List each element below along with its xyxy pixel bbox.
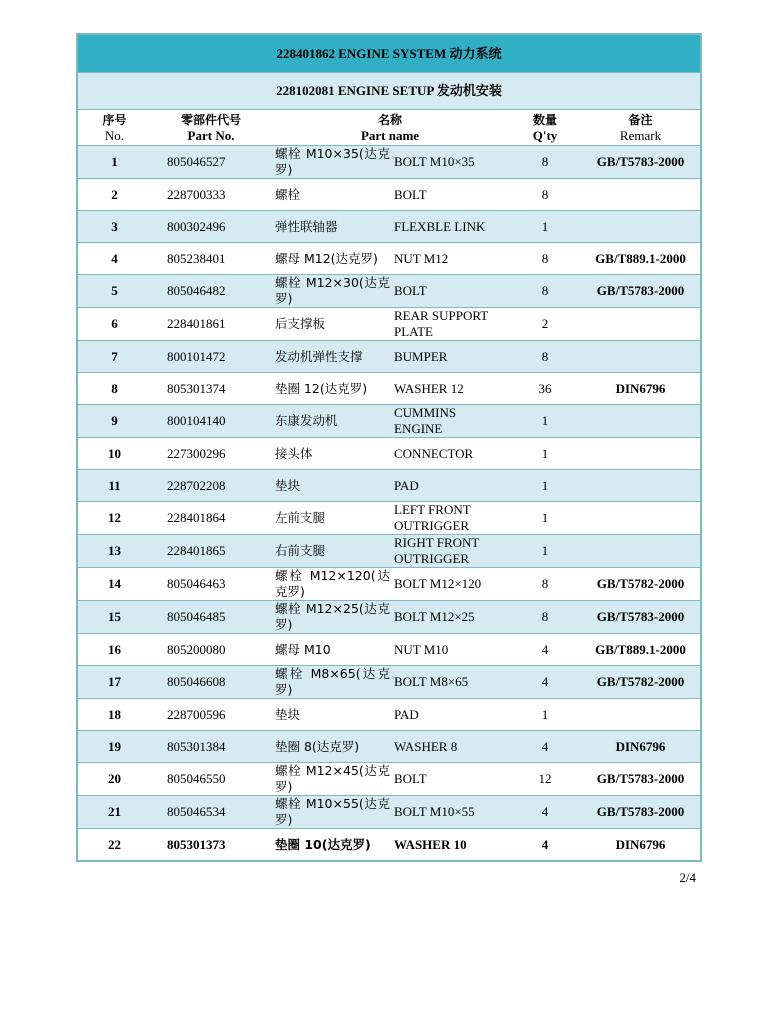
row-remark xyxy=(581,179,701,211)
row-name-en: BOLT xyxy=(392,275,509,308)
row-name-cn: 东康发动机 xyxy=(271,405,392,438)
row-qty: 8 xyxy=(509,243,581,275)
row-part-no: 227300296 xyxy=(151,438,271,470)
row-no: 8 xyxy=(77,373,151,405)
row-part-no: 805238401 xyxy=(151,243,271,275)
row-no: 9 xyxy=(77,405,151,438)
row-remark: GB/T5783-2000 xyxy=(581,146,701,179)
row-name-en: WASHER 8 xyxy=(392,731,509,763)
row-name-cn: 螺栓 M8×65(达克罗) xyxy=(271,666,392,699)
row-name-cn: 垫圈 10(达克罗) xyxy=(271,829,392,862)
row-qty: 4 xyxy=(509,796,581,829)
row-no: 19 xyxy=(77,731,151,763)
row-name-cn: 螺栓 M12×45(达克罗) xyxy=(271,763,392,796)
table-row xyxy=(77,308,701,341)
row-part-no: 228401864 xyxy=(151,502,271,535)
row-no: 13 xyxy=(77,535,151,568)
row-remark xyxy=(581,699,701,731)
row-name-cn: 后支撑板 xyxy=(271,308,392,341)
row-qty: 8 xyxy=(509,146,581,179)
row-no: 5 xyxy=(77,275,151,308)
row-remark: GB/T5782-2000 xyxy=(581,568,701,601)
header-qty-en: Q'ty xyxy=(532,127,558,143)
row-remark: GB/T5783-2000 xyxy=(581,601,701,634)
table-row xyxy=(77,535,701,568)
row-name-en: BOLT M12×120 xyxy=(392,568,509,601)
row-no: 17 xyxy=(77,666,151,699)
table-row xyxy=(77,731,701,763)
row-part-no: 800302496 xyxy=(151,211,271,243)
row-no: 21 xyxy=(77,796,151,829)
row-part-no: 805046485 xyxy=(151,601,271,634)
row-name-cn: 垫圈 8(达克罗) xyxy=(271,731,392,763)
row-no: 16 xyxy=(77,634,151,666)
row-name-en: LEFT FRONT OUTRIGGER xyxy=(392,502,509,535)
row-part-no: 228702208 xyxy=(151,470,271,502)
table-row xyxy=(77,634,701,666)
row-name-en: BOLT xyxy=(392,763,509,796)
row-part-no: 805200080 xyxy=(151,634,271,666)
row-part-no: 228700596 xyxy=(151,699,271,731)
row-qty: 1 xyxy=(509,405,581,438)
parts-sheet xyxy=(76,33,700,885)
table-row xyxy=(77,829,701,862)
row-qty: 2 xyxy=(509,308,581,341)
row-name-cn: 接头体 xyxy=(271,438,392,470)
row-name-cn: 螺栓 M12×120(达克罗) xyxy=(271,568,392,601)
row-remark xyxy=(581,341,701,373)
row-name-en: BOLT M10×35 xyxy=(392,146,509,179)
row-remark: DIN6796 xyxy=(581,829,701,862)
row-remark xyxy=(581,438,701,470)
row-name-en: REAR SUPPORT PLATE xyxy=(392,308,509,341)
table-row xyxy=(77,275,701,308)
row-part-no: 805301374 xyxy=(151,373,271,405)
row-part-no: 805046527 xyxy=(151,146,271,179)
row-part-no: 805046534 xyxy=(151,796,271,829)
row-part-no: 805046608 xyxy=(151,666,271,699)
row-name-cn: 垫圈 12(达克罗) xyxy=(271,373,392,405)
row-name-cn: 螺栓 M10×35(达克罗) xyxy=(271,146,392,179)
row-name-en: WASHER 10 xyxy=(392,829,509,862)
row-no: 20 xyxy=(77,763,151,796)
table-row xyxy=(77,211,701,243)
row-no: 11 xyxy=(77,470,151,502)
table-row xyxy=(77,438,701,470)
column-header-row xyxy=(77,110,701,146)
row-name-en: PAD xyxy=(392,470,509,502)
row-qty: 8 xyxy=(509,179,581,211)
header-no-cn: 序号 xyxy=(102,112,127,127)
table-row xyxy=(77,146,701,179)
table-row xyxy=(77,763,701,796)
row-no: 18 xyxy=(77,699,151,731)
title-row xyxy=(77,34,701,73)
row-name-en: BOLT M10×55 xyxy=(392,796,509,829)
parts-table xyxy=(76,33,702,862)
row-name-en: RIGHT FRONT OUTRIGGER xyxy=(392,535,509,568)
row-remark: DIN6796 xyxy=(581,373,701,405)
table-row xyxy=(77,405,701,438)
row-qty: 4 xyxy=(509,666,581,699)
row-name-cn: 垫块 xyxy=(271,699,392,731)
row-name-cn: 左前支腿 xyxy=(271,502,392,535)
header-no xyxy=(77,110,151,146)
row-qty: 4 xyxy=(509,731,581,763)
table-row xyxy=(77,796,701,829)
header-qty-cn: 数量 xyxy=(532,112,557,127)
header-part-name-en: Part name xyxy=(360,127,420,143)
row-no: 3 xyxy=(77,211,151,243)
row-no: 7 xyxy=(77,341,151,373)
row-qty: 4 xyxy=(509,829,581,862)
row-qty: 8 xyxy=(509,275,581,308)
row-name-cn: 螺母 M12(达克罗) xyxy=(271,243,392,275)
table-row xyxy=(77,699,701,731)
table-row xyxy=(77,568,701,601)
header-part-no-cn: 零部件代号 xyxy=(180,112,241,127)
header-remark xyxy=(581,110,701,146)
header-part-name-cn: 名称 xyxy=(377,112,402,127)
row-remark xyxy=(581,211,701,243)
row-remark xyxy=(581,405,701,438)
page-number: 2/4 xyxy=(679,870,696,885)
row-no: 14 xyxy=(77,568,151,601)
row-part-no: 805046482 xyxy=(151,275,271,308)
page-title: 228401862 ENGINE SYSTEM 动力系统 xyxy=(77,34,701,73)
row-part-no: 805301373 xyxy=(151,829,271,862)
row-name-cn: 螺母 M10 xyxy=(271,634,392,666)
table-row xyxy=(77,666,701,699)
row-name-en: BOLT M12×25 xyxy=(392,601,509,634)
row-remark: GB/T5783-2000 xyxy=(581,275,701,308)
row-name-cn: 右前支腿 xyxy=(271,535,392,568)
row-qty: 1 xyxy=(509,699,581,731)
row-name-en: BUMPER xyxy=(392,341,509,373)
row-part-no: 228401865 xyxy=(151,535,271,568)
row-qty: 36 xyxy=(509,373,581,405)
row-remark: GB/T889.1-2000 xyxy=(581,243,701,275)
row-remark xyxy=(581,470,701,502)
row-no: 2 xyxy=(77,179,151,211)
row-name-cn: 发动机弹性支撑 xyxy=(271,341,392,373)
row-remark: GB/T5782-2000 xyxy=(581,666,701,699)
row-part-no: 228401861 xyxy=(151,308,271,341)
table-row xyxy=(77,243,701,275)
section-title: 228102081 ENGINE SETUP 发动机安装 xyxy=(77,73,701,110)
table-row xyxy=(77,601,701,634)
row-no: 10 xyxy=(77,438,151,470)
row-name-en: PAD xyxy=(392,699,509,731)
row-name-en: WASHER 12 xyxy=(392,373,509,405)
row-part-no: 805046463 xyxy=(151,568,271,601)
header-part-no-en: Part No. xyxy=(187,127,235,143)
row-qty: 4 xyxy=(509,634,581,666)
table-row xyxy=(77,470,701,502)
header-no-en: No. xyxy=(104,127,125,143)
header-qty xyxy=(509,110,581,146)
row-qty: 1 xyxy=(509,502,581,535)
table-row xyxy=(77,502,701,535)
row-qty: 1 xyxy=(509,535,581,568)
header-remark-en: Remark xyxy=(619,127,662,143)
table-row xyxy=(77,179,701,211)
row-part-no: 800104140 xyxy=(151,405,271,438)
row-qty: 1 xyxy=(509,438,581,470)
row-name-en: BOLT xyxy=(392,179,509,211)
subtitle-row xyxy=(77,73,701,110)
row-no: 6 xyxy=(77,308,151,341)
row-name-cn: 螺栓 M12×25(达克罗) xyxy=(271,601,392,634)
row-part-no: 228700333 xyxy=(151,179,271,211)
row-name-cn: 螺栓 M12×30(达克罗) xyxy=(271,275,392,308)
row-name-en: CONNECTOR xyxy=(392,438,509,470)
row-remark xyxy=(581,308,701,341)
table-row xyxy=(77,373,701,405)
row-qty: 8 xyxy=(509,568,581,601)
row-qty: 8 xyxy=(509,601,581,634)
row-name-en: BOLT M8×65 xyxy=(392,666,509,699)
row-name-en: NUT M12 xyxy=(392,243,509,275)
row-part-no: 800101472 xyxy=(151,341,271,373)
row-part-no: 805301384 xyxy=(151,731,271,763)
row-name-en: CUMMINS ENGINE xyxy=(392,405,509,438)
row-name-en: NUT M10 xyxy=(392,634,509,666)
row-name-cn: 弹性联轴器 xyxy=(271,211,392,243)
row-qty: 1 xyxy=(509,470,581,502)
header-remark-cn: 备注 xyxy=(628,112,653,127)
row-no: 22 xyxy=(77,829,151,862)
row-remark xyxy=(581,502,701,535)
header-part-name xyxy=(271,110,509,146)
row-name-cn: 螺栓 M10×55(达克罗) xyxy=(271,796,392,829)
row-qty: 12 xyxy=(509,763,581,796)
row-remark: GB/T5783-2000 xyxy=(581,796,701,829)
header-part-no xyxy=(151,110,271,146)
row-remark: GB/T889.1-2000 xyxy=(581,634,701,666)
row-name-en: FLEXBLE LINK xyxy=(392,211,509,243)
row-remark xyxy=(581,535,701,568)
row-remark: GB/T5783-2000 xyxy=(581,763,701,796)
row-part-no: 805046550 xyxy=(151,763,271,796)
row-name-cn: 螺栓 xyxy=(271,179,392,211)
row-no: 15 xyxy=(77,601,151,634)
row-qty: 1 xyxy=(509,211,581,243)
row-qty: 8 xyxy=(509,341,581,373)
row-remark: DIN6796 xyxy=(581,731,701,763)
row-no: 1 xyxy=(77,146,151,179)
row-no: 4 xyxy=(77,243,151,275)
row-name-cn: 垫块 xyxy=(271,470,392,502)
table-row xyxy=(77,341,701,373)
row-no: 12 xyxy=(77,502,151,535)
